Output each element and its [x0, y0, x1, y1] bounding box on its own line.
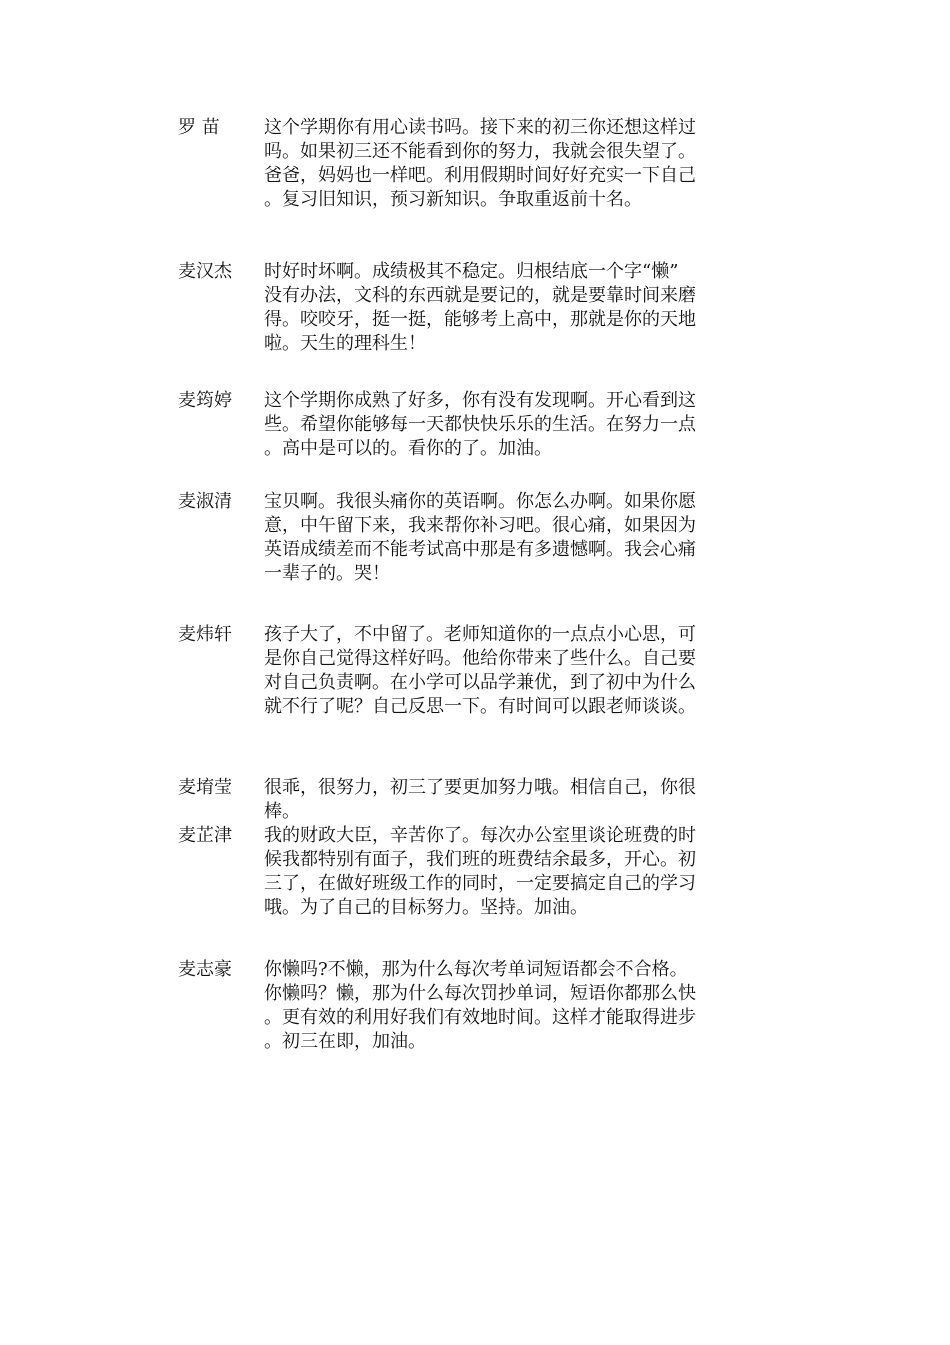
- student-name: 麦筠婷: [178, 390, 232, 411]
- comment-line: 时好时坏啊。成绩极其不稳定。归根结底一个字“懒”: [264, 261, 679, 282]
- comment-line: 这个学期你成熟了好多，你有没有发现啊。开心看到这: [264, 390, 696, 411]
- comment-line: 棒。: [264, 801, 300, 822]
- teacher-comment: [264, 958, 734, 1054]
- comment-line: 对自己负责啊。在小学可以品学兼优，到了初中为什么: [264, 672, 696, 693]
- student-name: 麦炜轩: [178, 624, 232, 645]
- comment-line: 哦。为了自己的目标努力。坚持。加油。: [264, 897, 588, 918]
- teacher-comment: [264, 389, 734, 461]
- student-name: 麦汉杰: [178, 261, 232, 282]
- comment-line: 。初三在即，加油。: [264, 1031, 426, 1052]
- comment-line: 爸爸，妈妈也一样吧。利用假期时间好好充实一下自己: [264, 165, 696, 186]
- comment-line: 些。希望你能够每一天都快快乐乐的生活。在努力一点: [264, 414, 696, 435]
- student-name: 麦淑清: [178, 491, 232, 512]
- comment-line: 三了，在做好班级工作的同时，一定要搞定自己的学习: [264, 873, 696, 894]
- teacher-comment: [264, 260, 734, 356]
- comment-line: 是你自己觉得这样好吗。他给你带来了些什么。自己要: [264, 648, 696, 669]
- teacher-comment: [264, 776, 734, 824]
- comment-line: 这个学期你有用心读书吗。接下来的初三你还想这样过: [264, 117, 696, 138]
- teacher-comment: [264, 824, 734, 920]
- comment-line: 你懒吗?不懒，那为什么每次考单词短语都会不合格。: [264, 959, 688, 980]
- comment-line: 吗。如果初三还不能看到你的努力，我就会很失望了。: [264, 141, 696, 162]
- student-name: 麦志豪: [178, 959, 232, 980]
- teacher-comment: [264, 490, 734, 586]
- student-name: 麦芷津: [178, 825, 232, 846]
- teacher-comment: [264, 623, 734, 719]
- comment-line: 一辈子的。哭！: [264, 563, 390, 584]
- student-name: 麦堉莹: [178, 777, 232, 798]
- comment-line: 英语成绩差而不能考试高中那是有多遗憾啊。我会心痛: [264, 539, 696, 560]
- comment-line: 很乖，很努力，初三了要更加努力哦。相信自己，你很: [264, 777, 696, 798]
- comment-line: 你懒吗？懒，那为什么每次罚抄单词，短语你都那么快: [264, 983, 696, 1004]
- comment-line: 宝贝啊。我很头痛你的英语啊。你怎么办啊。如果你愿: [264, 491, 696, 512]
- teacher-comment: [264, 116, 734, 212]
- comment-line: 就不行了呢？自己反思一下。有时间可以跟老师谈谈。: [264, 696, 696, 717]
- comment-line: 孩子大了，不中留了。老师知道你的一点点小心思，可: [264, 624, 696, 645]
- comment-line: 候我都特别有面子，我们班的班费结余最多，开心。初: [264, 849, 696, 870]
- student-name: 罗 苗: [178, 117, 220, 138]
- comment-line: 。复习旧知识，预习新知识。争取重返前十名。: [264, 189, 642, 210]
- comment-line: 。更有效的利用好我们有效地时间。这样才能取得进步: [264, 1007, 696, 1028]
- comment-line: 意，中午留下来，我来帮你补习吧。很心痛，如果因为: [264, 515, 696, 536]
- comment-line: 得。咬咬牙，挺一挺，能够考上高中，那就是你的天地: [264, 309, 696, 330]
- comment-line: 啦。天生的理科生！: [264, 333, 426, 354]
- comment-line: 我的财政大臣，辛苦你了。每次办公室里谈论班费的时: [264, 825, 696, 846]
- comment-line: 。高中是可以的。看你的了。加油。: [264, 438, 552, 459]
- comment-line: 没有办法，文科的东西就是要记的，就是要靠时间来磨: [264, 285, 696, 306]
